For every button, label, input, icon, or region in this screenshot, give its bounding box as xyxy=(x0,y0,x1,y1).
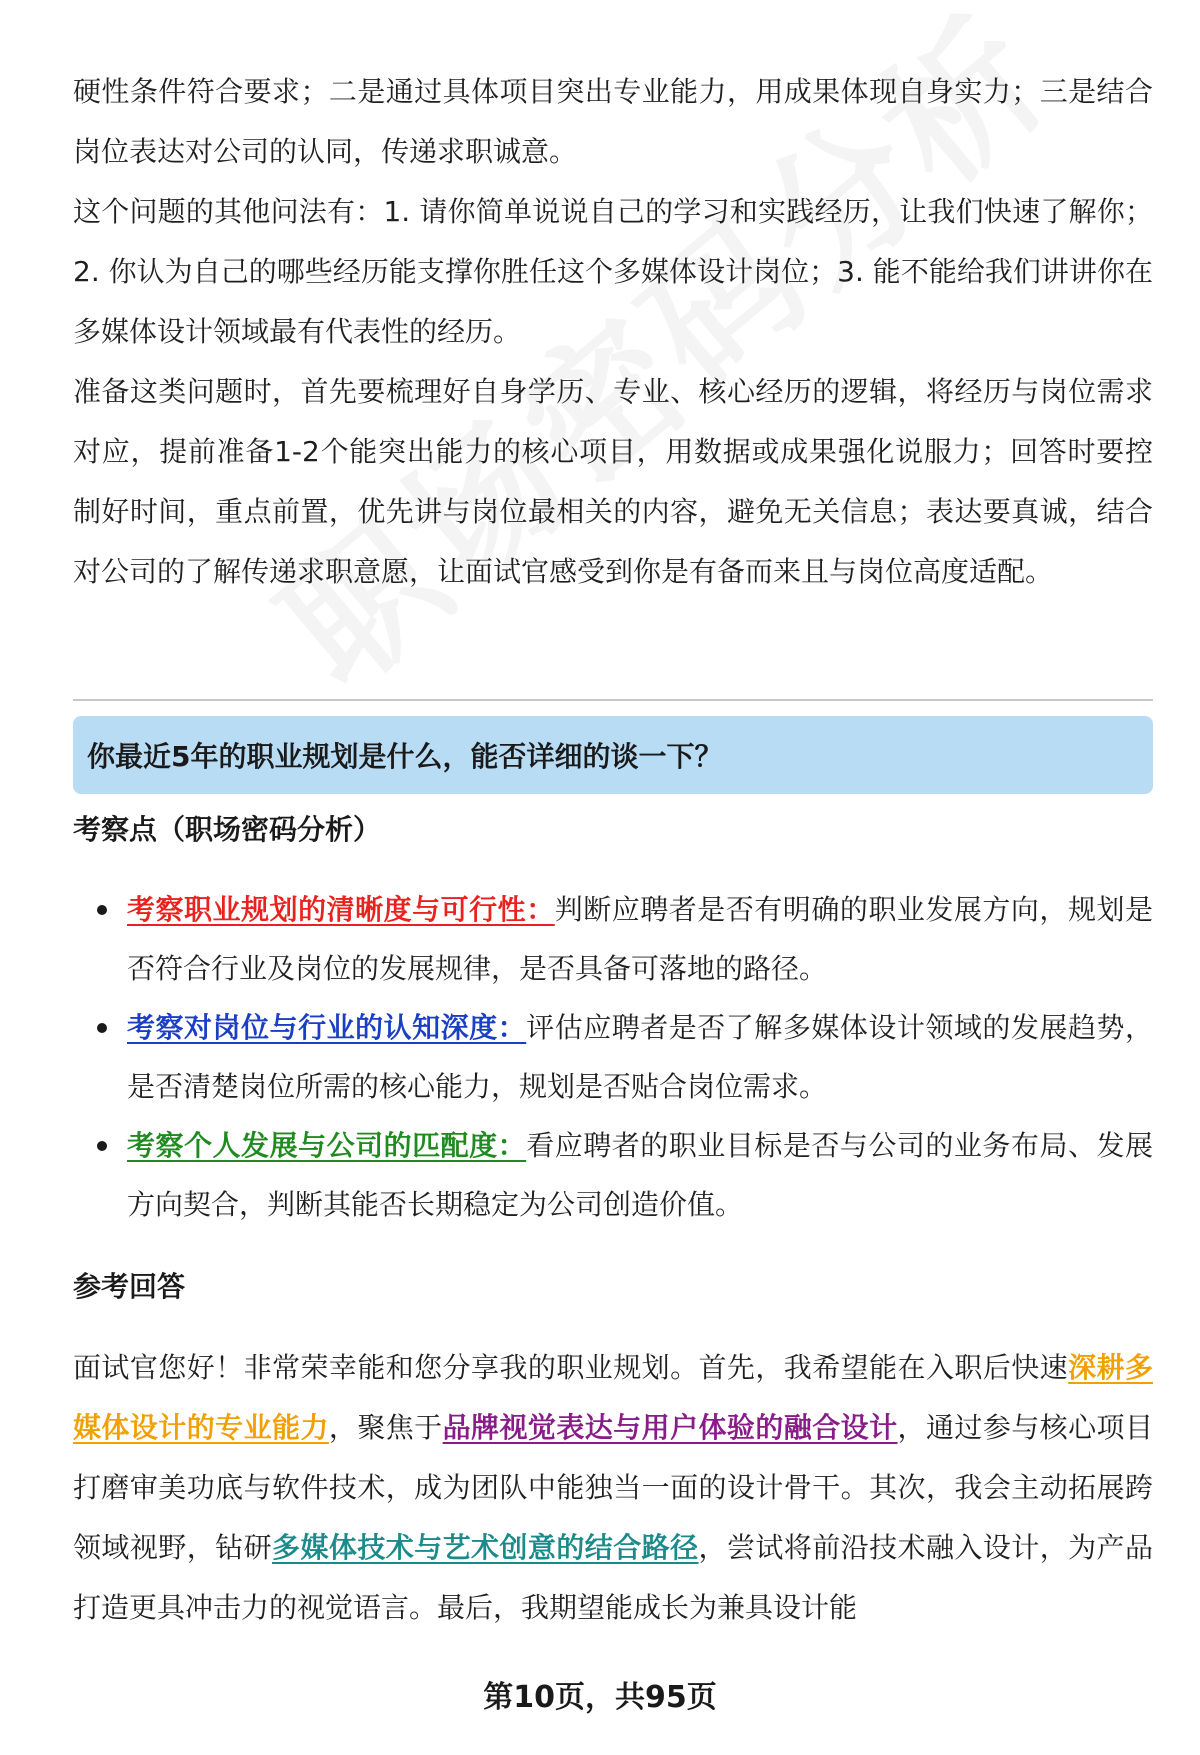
point-item-1 xyxy=(73,880,1153,998)
bullet-dot-icon xyxy=(97,905,107,915)
point-keyword-1: 考察职业规划的清晰度与可行性： xyxy=(127,893,555,926)
intro-section xyxy=(73,62,1153,602)
answer-text-2: ，聚焦于 xyxy=(328,1411,443,1444)
points-list xyxy=(73,880,1153,1234)
answer-heading: 参考回答 xyxy=(73,1270,186,1303)
answer-text-3: ，通过参与核心项目打磨审美功底与软件技术，成为团队中能独当一面的设计骨干。其次，我会主动拓展跨领域视野，钻研 xyxy=(73,1411,1153,1564)
bullet-dot-icon xyxy=(97,1023,107,1033)
points-heading: 考察点（职场密码分析） xyxy=(73,813,382,846)
answer-paragraph xyxy=(73,1338,1153,1638)
answer-highlight-2: 品牌视觉表达与用户体验的融合设计 xyxy=(442,1411,898,1444)
answer-text-1: 面试官您好！非常荣幸能和您分享我的职业规划。首先，我希望能在入职后快速 xyxy=(73,1351,1069,1384)
intro-paragraph-3: 准备这类问题时，首先要梳理好自身学历、专业、核心经历的逻辑，将经历与岗位需求对应，提前准备1-2个能突出能力的核心项目，用数据或成果强化说服力；回答时要控制好时间，重点前置，优先讲与岗位最相关的内容，避免无关信息；表达要真诚，结合对公司的了解传递求职意愿，让面试官感受到你是有备而来且与岗位高度适配。 xyxy=(73,375,1153,588)
point-text-2: 评估应聘者是否了解多媒体设计领域的发展趋势，是否清楚岗位所需的核心能力，规划是否贴合岗位需求。 xyxy=(127,1011,1153,1103)
answer-text-4: ，尝试将前沿技术融入设计，为产品打造更具冲击力的视觉语言。最后，我期望能成长为兼具设计能 xyxy=(73,1531,1153,1624)
page-number: 第10页，共95页 xyxy=(483,1680,717,1715)
point-keyword-3: 考察个人发展与公司的匹配度： xyxy=(127,1129,527,1162)
section-divider xyxy=(73,699,1153,701)
point-keyword-2: 考察对岗位与行业的认知深度： xyxy=(127,1011,527,1044)
answer-highlight-1: 深耕多媒体设计的专业能力 xyxy=(73,1351,1153,1444)
question-text: 你最近5年的职业规划是什么，能否详细的谈一下？ xyxy=(87,740,723,773)
question-box xyxy=(73,716,1153,794)
point-text-3: 看应聘者的职业目标是否与公司的业务布局、发展方向契合，判断其能否长期稳定为公司创造价值。 xyxy=(127,1129,1153,1221)
answer-highlight-3: 多媒体技术与艺术创意的结合路径 xyxy=(272,1531,699,1564)
point-text-1: 判断应聘者是否有明确的职业发展方向，规划是否符合行业及岗位的发展规律，是否具备可落地的路径。 xyxy=(127,893,1153,985)
intro-paragraph-2: 这个问题的其他问法有：1. 请你简单说说自己的学习和实践经历，让我们快速了解你；2. 你认为自己的哪些经历能支撑你胜任这个多媒体设计岗位；3. 能不能给我们讲讲你在多媒体设计领域最有代表性的经历。 xyxy=(73,195,1153,348)
point-item-3 xyxy=(73,1116,1153,1234)
point-item-2 xyxy=(73,998,1153,1116)
bullet-dot-icon xyxy=(97,1141,107,1151)
intro-paragraph-1: 硬性条件符合要求；二是通过具体项目突出专业能力，用成果体现自身实力；三是结合岗位表达对公司的认同，传递求职诚意。 xyxy=(73,75,1153,168)
